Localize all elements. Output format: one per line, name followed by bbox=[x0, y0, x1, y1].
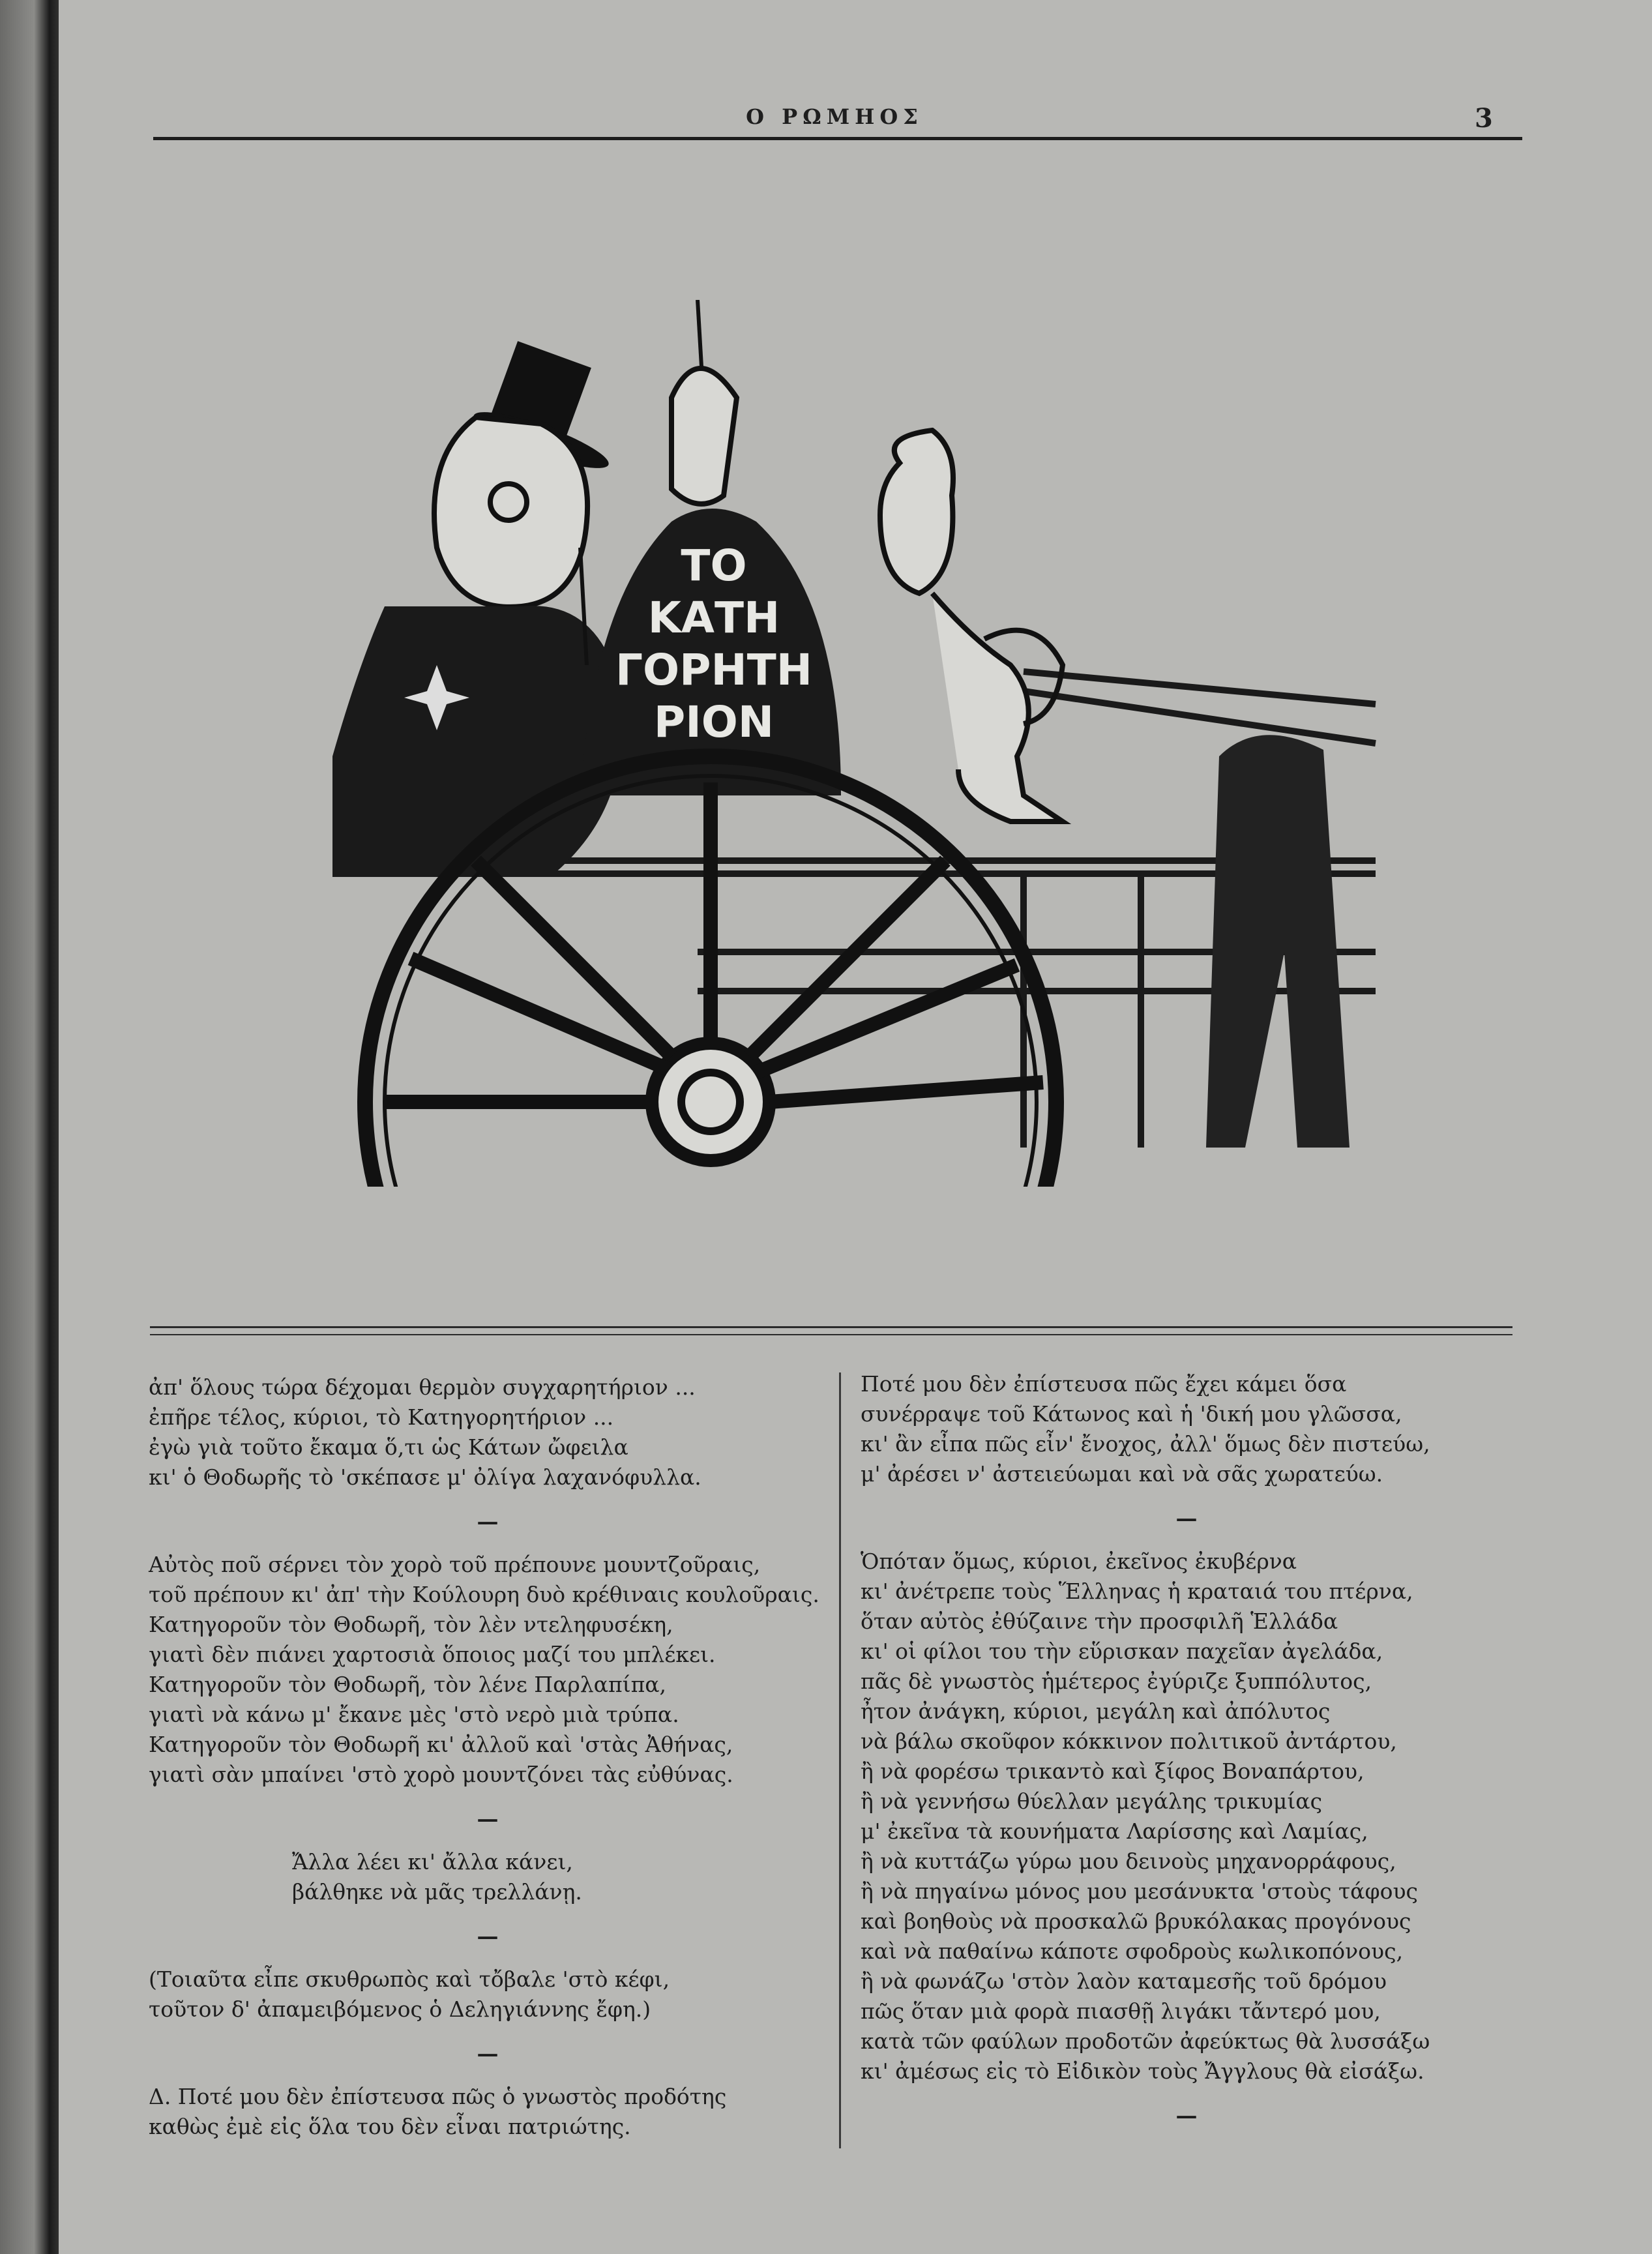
verse-line: καθὼς ἐμὲ εἰς ὅλα του δὲν εἶναι πατριώτης. bbox=[149, 2114, 631, 2139]
stanza-separator: — bbox=[477, 2041, 499, 2066]
stanza-separator: — bbox=[477, 1923, 499, 1949]
verse-line: (Τοιαῦτα εἶπε σκυθρωπὸς καὶ τὄβαλε 'στὸ κέφι, bbox=[149, 1966, 670, 1992]
verse-line: κι' οἱ φίλοι του τὴν εὕρισκαν παχεῖαν ἀγελάδα, bbox=[861, 1639, 1383, 1664]
verse-line: κι' ὁ Θοδωρῆς τὸ 'σκέπασε μ' ὀλίγα λαχανόφυλλα. bbox=[149, 1464, 701, 1490]
verse-line: ὅταν αὐτὸς ἐθύζαινε τὴν προσφιλῆ Ἑλλάδα bbox=[861, 1609, 1338, 1634]
stanza-separator: — bbox=[1175, 2103, 1198, 2128]
section-rule-2 bbox=[150, 1334, 1512, 1335]
verse-line: ἢ νὰ κυττάζω γύρω μου δεινοὺς μηχανορράφους, bbox=[861, 1848, 1396, 1874]
verse-line: ἢ νὰ φωνάζω 'στὸν λαὸν καταμεσῆς τοῦ δρόμου bbox=[861, 1968, 1387, 1994]
robe-text-line-4: ΡΙΟΝ bbox=[653, 697, 774, 747]
left-column bbox=[149, 1372, 827, 2142]
verse-line: μ' ἐκεῖνα τὰ κουνήματα Λαρίσσης καὶ Λαμίας, bbox=[861, 1818, 1368, 1844]
verse-line: Κατηγοροῦν τὸν Θοδωρῆ, τὸν λένε Παρλαπίπα, bbox=[149, 1672, 667, 1697]
verse-line: Ὁπόταν ὅμως, κύριοι, ἐκεῖνος ἐκυβέρνα bbox=[861, 1549, 1297, 1574]
verse-line: ἢ νὰ φορέσω τρικαντὸ καὶ ξίφος Βοναπάρτου, bbox=[861, 1758, 1364, 1784]
verse-line: γιατὶ δὲν πιάνει χαρτοσιὰ ὅποιος μαζί του μπλέκει. bbox=[149, 1642, 716, 1667]
verse-line: γιατὶ νὰ κάνω μ' ἔκανε μὲς 'στὸ νερὸ μιὰ τρύπα. bbox=[149, 1702, 679, 1727]
verse-line: πῶς ὅταν μιὰ φορὰ πιασθῇ λιγάκι τἄντερό μου, bbox=[861, 1998, 1381, 2024]
robe-text-line-3: ΓΟΡΗΤΗ bbox=[615, 645, 813, 695]
stanza-separator: — bbox=[477, 1806, 499, 1831]
verse-line: νὰ βάλω σκοῦφον κόκκινον πολιτικοῦ ἀντάρτου, bbox=[861, 1728, 1397, 1754]
figure-robed-court bbox=[580, 300, 841, 795]
verse-line: γιατὶ σὰν μπαίνει 'στὸ χορὸ μουντζόνει τὰς εὐθύνας. bbox=[149, 1762, 733, 1787]
right-column bbox=[861, 1369, 1512, 2144]
verse-line: Κατηγοροῦν τὸν Θοδωρῆ, τὸν λὲν ντεληφυσέκη, bbox=[149, 1612, 673, 1637]
verse-line: βάλθηκε νὰ μᾶς τρελλάνῃ. bbox=[292, 1879, 582, 1905]
stanza-separator: — bbox=[1175, 1505, 1198, 1531]
verse-line: ἢ νὰ πηγαίνω μόνος μου μεσάνυκτα 'στοὺς τάφους bbox=[861, 1878, 1418, 1904]
verse-line: μ' ἀρέσει ν' ἀστειεύωμαι καὶ νὰ σᾶς χωρατεύω. bbox=[861, 1461, 1383, 1487]
verse-line: κι' ἀνέτρεπε τοὺς Ἕλληνας ἡ κραταιά του πτέρνα, bbox=[861, 1579, 1413, 1604]
verse-line: ἐγὼ γιὰ τοῦτο ἔκαμα ὅ,τι ὡς Κάτων ὤφειλα bbox=[149, 1434, 628, 1460]
stanza-separator: — bbox=[477, 1509, 499, 1534]
verse-line: πᾶς δὲ γνωστὸς ἡμέτερος ἐγύριζε ξυππόλυτος, bbox=[861, 1668, 1372, 1694]
verse-line: κι' ἀμέσως εἰς τὸ Εἰδικὸν τοὺς Ἄγγλους θὰ εἰσάξω. bbox=[861, 2058, 1424, 2084]
verse-line: ἐπῆρε τέλος, κύριοι, τὸ Κατηγορητήριον ... bbox=[149, 1404, 614, 1430]
verse-line: ἢ νὰ γεννήσω θύελλαν μεγάλης τρικυμίας bbox=[861, 1788, 1323, 1814]
verse-line: συνέρραψε τοῦ Κάτωνος καὶ ἡ 'δική μου γλῶσσα, bbox=[861, 1401, 1402, 1427]
cartoon-illustration bbox=[306, 300, 1389, 1187]
verse-line: κατὰ τῶν φαύλων προδοτῶν ἀφεύκτως θὰ λυσσάξω bbox=[861, 2028, 1430, 2054]
verse-line: τοῦ πρέπουν κι' ἀπ' τὴν Κούλουρη δυὸ κρέθιναις κουλοῦραις. bbox=[149, 1582, 819, 1607]
verse-line: ἀπ' ὅλους τώρα δέχομαι θερμὸν συγχαρητήριον ... bbox=[149, 1374, 696, 1400]
column-divider bbox=[839, 1372, 841, 2148]
header-rule bbox=[153, 137, 1522, 140]
verse-line: Αὐτὸς ποῦ σέρνει τὸν χορὸ τοῦ πρέπουνε μουντζοῦραις, bbox=[149, 1552, 761, 1577]
verse-line: καὶ νὰ παθαίνω κάποτε σφοδροὺς κωλικοπόνους, bbox=[861, 1938, 1404, 1964]
verse-line: Κατηγοροῦν τὸν Θοδωρῆ κι' ἀλλοῦ καὶ 'στὰς Ἀθήνας, bbox=[149, 1732, 733, 1757]
horse-silhouette bbox=[1206, 735, 1350, 1148]
newspaper-title: Ο ΡΩΜΗΟΣ bbox=[746, 104, 923, 129]
figure-top-hat-man bbox=[332, 341, 621, 874]
figure-thin-man bbox=[880, 430, 1063, 822]
verse-line: Ἄλλα λέει κι' ἄλλα κάνει, bbox=[292, 1849, 573, 1875]
section-rule-1 bbox=[150, 1326, 1512, 1328]
robe-text-line-1: ΤΟ bbox=[681, 541, 747, 591]
verse-line: τοῦτον δ' ἀπαμειβόμενος ὁ Δεληγιάννης ἔφη.) bbox=[149, 1996, 651, 2022]
verse-line: κι' ἂν εἶπα πῶς εἶν' ἔνοχος, ἀλλ' ὅμως δὲν πιστεύω, bbox=[861, 1431, 1430, 1457]
verse-line: ἦτον ἀνάγκη, κύριοι, μεγάλη καὶ ἀπόλυτος bbox=[861, 1698, 1331, 1724]
book-binding bbox=[0, 0, 62, 2254]
verse-line: καὶ βοηθοὺς νὰ προσκαλῶ βρυκόλακας προγόνους bbox=[861, 1908, 1411, 1934]
page-number: 3 bbox=[1475, 103, 1493, 134]
verse-line: Ποτέ μου δὲν ἐπίστευσα πῶς ἔχει κάμει ὅσα bbox=[861, 1371, 1347, 1397]
verse-line: Δ. Ποτέ μου δὲν ἐπίστευσα πῶς ὁ γνωστὸς προδότης bbox=[149, 2084, 727, 2109]
robe-text-line-2: ΚΑΤΗ bbox=[647, 593, 780, 643]
